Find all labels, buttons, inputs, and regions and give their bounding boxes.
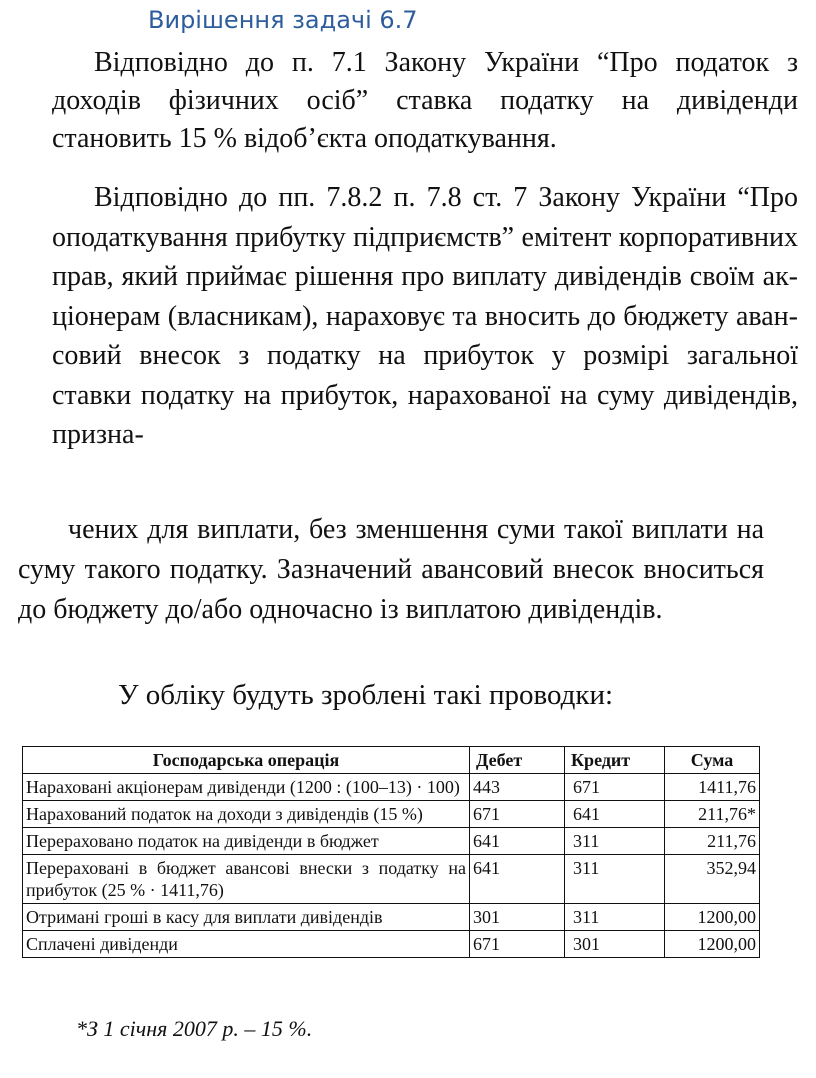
cell-debit: 671 <box>470 931 565 958</box>
cell-sum: 1200,00 <box>665 904 760 931</box>
page-heading: Вирішення задачі 6.7 <box>148 6 418 34</box>
cell-sum: 211,76* <box>665 801 760 828</box>
cell-credit: 311 <box>565 855 665 904</box>
cell-operation: Перераховані в бюджет авансові внески з податку на прибуток (25 % · 1411,76) <box>23 855 470 904</box>
cell-debit: 671 <box>470 801 565 828</box>
cell-sum: 211,76 <box>665 828 760 855</box>
accounting-entries-table <box>22 746 760 958</box>
cell-operation: Сплачені дивіденди <box>23 931 470 958</box>
table-row <box>23 801 760 828</box>
cell-sum: 1411,76 <box>665 774 760 801</box>
cell-debit: 641 <box>470 828 565 855</box>
header-sum: Сума <box>665 747 760 774</box>
table-row <box>23 931 760 958</box>
cell-debit: 443 <box>470 774 565 801</box>
cell-credit: 301 <box>565 931 665 958</box>
header-operation: Господарська операція <box>23 747 470 774</box>
table-row <box>23 774 760 801</box>
table-row <box>23 828 760 855</box>
cell-credit: 311 <box>565 828 665 855</box>
paragraph-corporate-law: Відповідно до пп. 7.8.2 п. 7.8 ст. 7 Закону України “Про оподаткування прибутку підприємств” емітент корпоративних прав, який приймає рішення про виплату дивідендів своїм ак- ціонерам (власникам), нараховує та вносить до бюджету аван- совий внесок з податку на прибуток у розмірі загальної ставки податку на прибуток, нарахованої на суму дивідендів, призна- <box>52 182 798 450</box>
cell-debit: 301 <box>470 904 565 931</box>
cell-debit: 641 <box>470 855 565 904</box>
table-row <box>23 855 760 904</box>
paragraph-continuation: чених для виплати, без зменшення суми такої виплати на суму такого податку. Зазначений авансовий внесок вноситься до бюджету до/або одночасно із виплатою дивідендів. <box>18 514 764 625</box>
header-debit: Дебет <box>470 747 565 774</box>
cell-operation: Перераховано податок на дивіденди в бюджет <box>23 828 470 855</box>
cell-sum: 1200,00 <box>665 931 760 958</box>
cell-operation: Отримані гроші в касу для виплати дивідендів <box>23 904 470 931</box>
cell-credit: 641 <box>565 801 665 828</box>
table-header-row <box>23 747 760 774</box>
cell-operation: Нарахований податок на доходи з дивідендів (15 %) <box>23 801 470 828</box>
cell-credit: 671 <box>565 774 665 801</box>
header-credit: Кредит <box>565 747 665 774</box>
paragraph-tax-rate: Відповідно до п. 7.1 Закону України “Про податок з доходів фізичних осіб” ставка податку на дивіденди становить 15 % відоб’єкта оподаткування. <box>52 47 798 154</box>
paragraph-entries-intro: У обліку будуть зроблені такі проводки: <box>118 679 614 711</box>
footnote: *З 1 січня 2007 р. – 15 %. <box>76 1016 313 1041</box>
cell-credit: 311 <box>565 904 665 931</box>
table-row <box>23 904 760 931</box>
cell-operation: Нараховані акціонерам дивіденди (1200 : (100–13) · 100) <box>23 774 470 801</box>
cell-sum: 352,94 <box>665 855 760 904</box>
